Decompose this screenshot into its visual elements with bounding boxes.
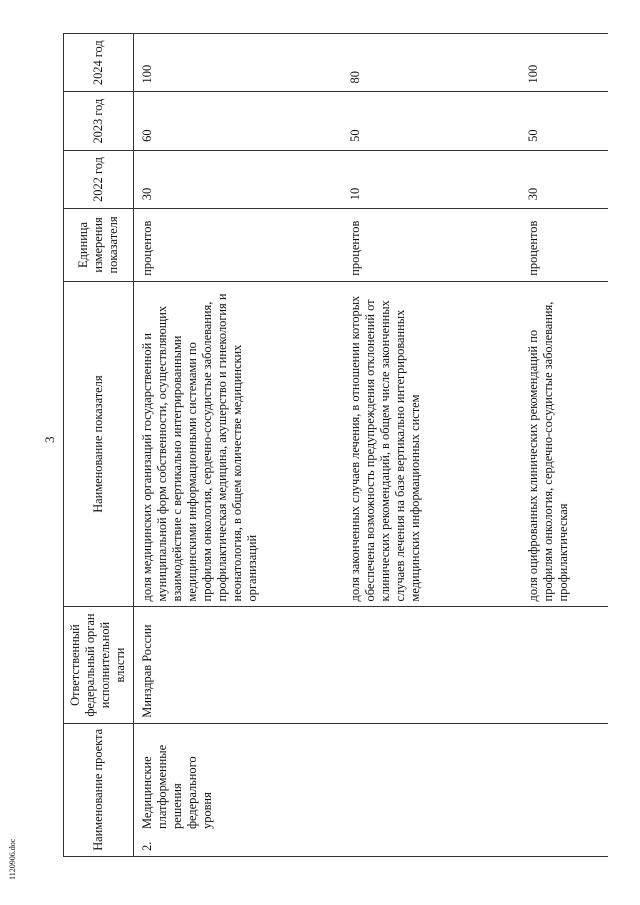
indicator-cell <box>522 281 609 607</box>
value-2023: 50 <box>522 92 609 150</box>
authority-cell: Минздрав России <box>133 607 608 723</box>
page-number: 3 <box>42 436 57 443</box>
header-unit: Единица измерения показателя <box>64 209 134 282</box>
value-2023: 50 <box>344 92 522 150</box>
value-2024: 100 <box>522 34 609 92</box>
document-id: 1120906.doc <box>8 838 17 880</box>
indicator-text: доля оцифрованных клинических рекомендаций по профилям онкология, сердечно-сосудистые заболевания, профилактическая <box>525 301 570 602</box>
header-project-name: Наименование проекта <box>64 723 134 856</box>
value-2024: 80 <box>344 34 522 92</box>
project-cell <box>133 723 608 856</box>
indicators-table <box>63 33 608 857</box>
project-number: 2. <box>139 841 154 851</box>
header-authority: Ответственный федеральный орган исполнительной власти <box>64 607 134 723</box>
header-2023: 2023 год <box>64 92 134 150</box>
project-name: Медицинские платформенные решения федерального уровня <box>139 744 214 829</box>
header-2024: 2024 год <box>64 34 134 92</box>
table-row <box>133 34 344 857</box>
header-2022: 2022 год <box>64 150 134 208</box>
rotated-table-container <box>63 33 608 857</box>
unit-cell: процентов <box>133 209 344 282</box>
value-2022: 30 <box>522 150 609 208</box>
unit-cell: процентов <box>344 209 522 282</box>
unit-cell: процентов <box>522 209 609 282</box>
indicator-cell <box>344 281 522 607</box>
value-2022: 10 <box>344 150 522 208</box>
indicator-text: доля законченных случаев лечения, в отношении которых обеспечена возможность предупреждения отклонений от клинических рекомендаций, в общем числе законченных случаев лечения на базе вертикально интегрированных медицинских информационных систем <box>347 295 422 602</box>
value-2023: 60 <box>133 92 344 150</box>
value-2022: 30 <box>133 150 344 208</box>
header-indicator: Наименование показателя <box>64 281 134 607</box>
table-header-row <box>64 34 134 857</box>
indicator-text: доля медицинских организаций государственной и муниципальной форм собственности, осуществляющих взаимодействие с вертикально интегрированными медицинскими информационными системами по профилям онкология, сердечно-сосудистые заболевания, профилактическая медицина, акушерство и гинекология и неонатология, в общем количестве медицинских организаций <box>139 293 260 602</box>
value-2024: 100 <box>133 34 344 92</box>
indicator-cell <box>133 281 344 607</box>
